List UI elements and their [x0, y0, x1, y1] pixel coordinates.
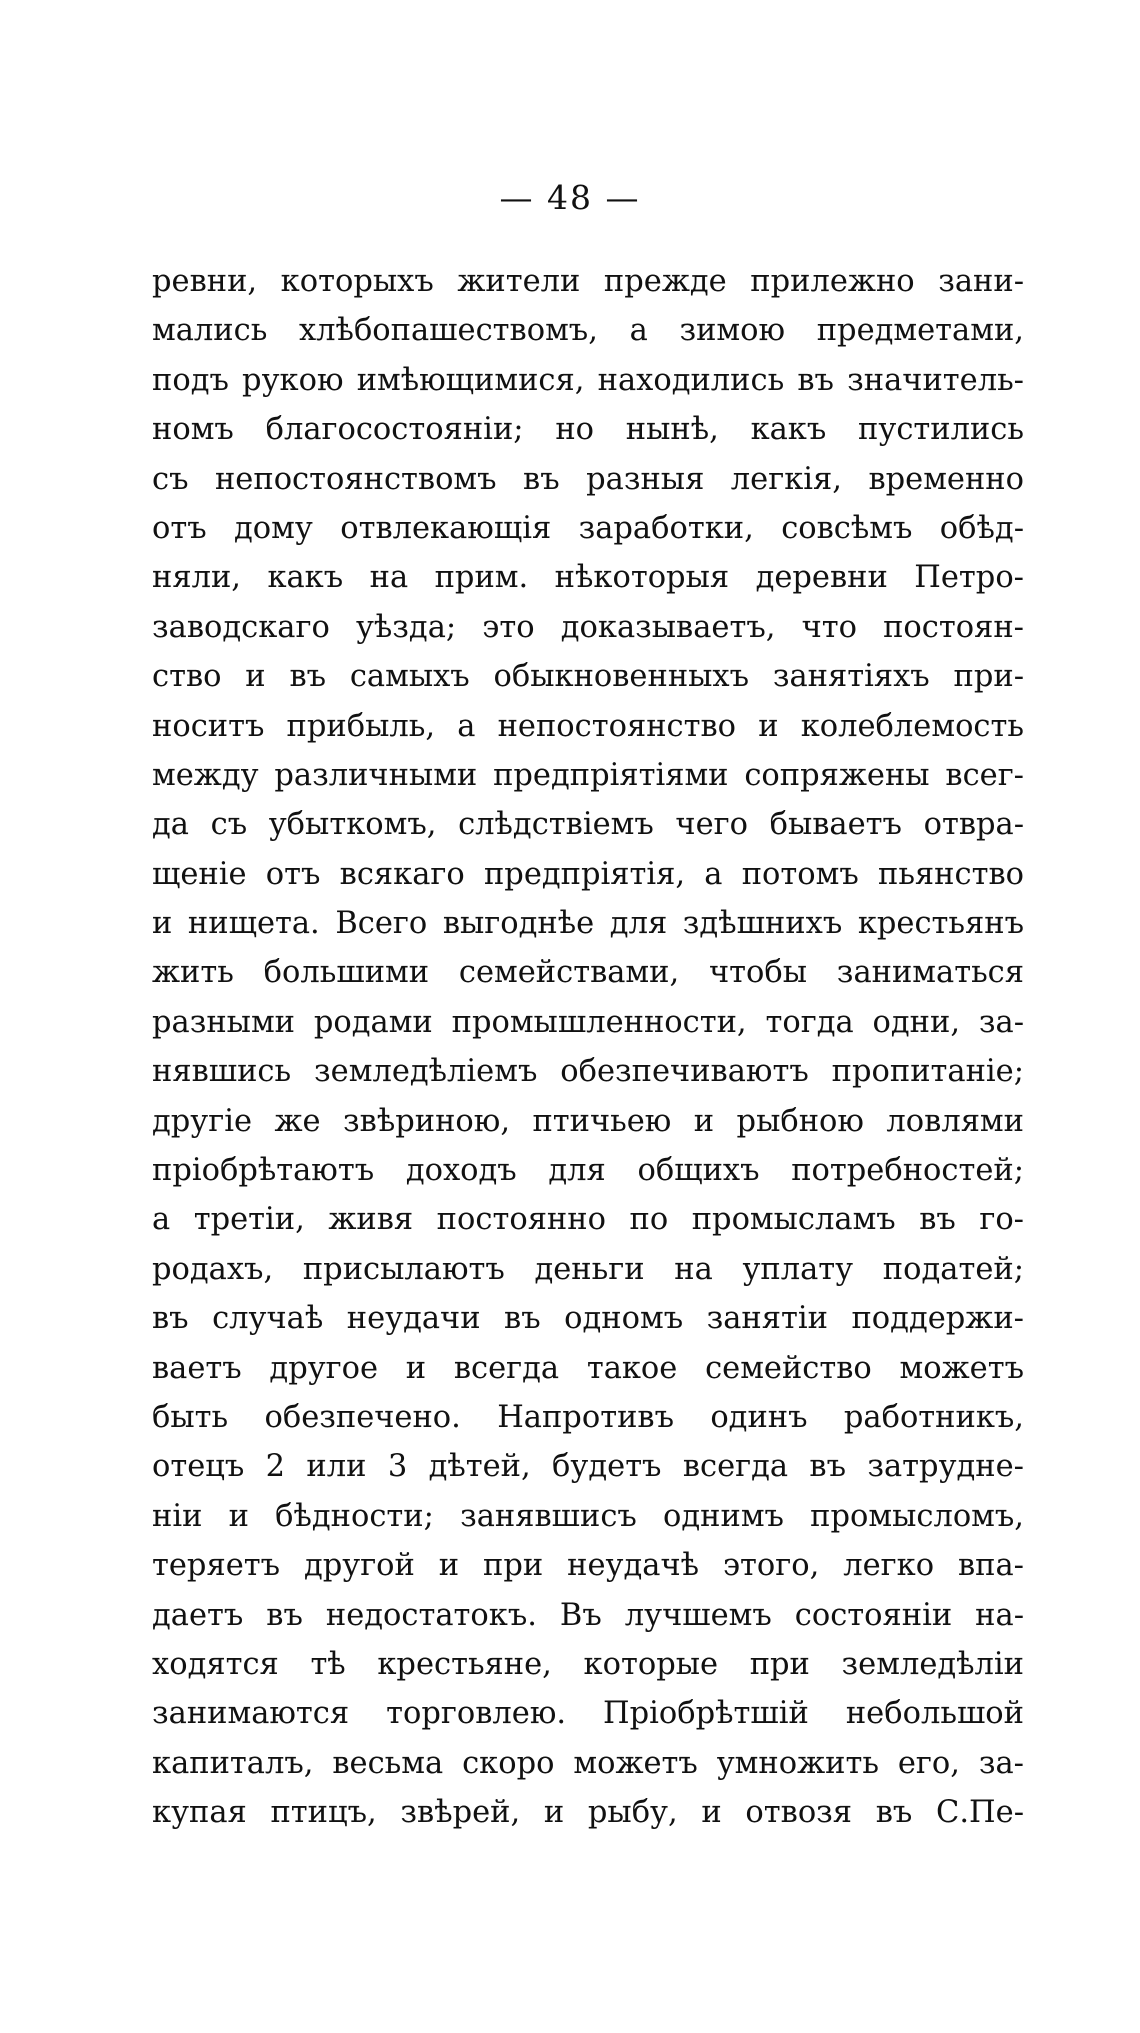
text-line: заводскаго уѣзда; это доказываетъ, что постоян- [152, 609, 1024, 645]
page-number: — 48 — [499, 178, 641, 217]
text-line: няли, какъ на прим. нѣкоторыя деревни Петро- [152, 560, 1024, 596]
body-text [152, 257, 1024, 1838]
text-line: съ непостоянствомъ въ разныя легкія, временно [152, 461, 1024, 497]
text-line: отецъ 2 или 3 дѣтей, будетъ всегда въ затрудне- [152, 1449, 1024, 1485]
text-line: ніи и бѣдности; занявшисъ однимъ промысломъ, [152, 1498, 1024, 1534]
text-line: быть обезпечено. Напротивъ одинъ работникъ, [152, 1399, 1024, 1435]
text-line: нявшись земледѣліемъ обезпечиваютъ пропитаніе; [152, 1054, 1024, 1090]
text-line: теряетъ другой и при неудачѣ этого, легко впа- [152, 1548, 1024, 1584]
text-line: между различными предпріятіями сопряжены всег- [152, 757, 1024, 793]
text-line: купая птицъ, звѣрей, и рыбу, и отвозя въ С.Пе- [152, 1795, 1024, 1831]
text-line: даетъ въ недостатокъ. Въ лучшемъ состояніи на- [152, 1597, 1024, 1633]
text-line: отъ дому отвлекающія заработки, совсѣмъ обѣд- [152, 510, 1024, 546]
text-line: мались хлѣбопашествомъ, а зимою предметами, [152, 313, 1024, 349]
text-line: носитъ прибыль, а непостоянство и колеблемость [152, 708, 1024, 744]
text-line: ство и въ самыхъ обыкновенныхъ занятіяхъ при- [152, 659, 1024, 695]
text-line: и нищета. Всего выгоднѣе для здѣшнихъ крестьянъ [152, 906, 1024, 942]
text-line: капиталъ, весьма скоро можетъ умножить его, за- [152, 1745, 1024, 1781]
text-line: ходятся тѣ крестьяне, которые при земледѣліи [152, 1646, 1024, 1682]
text-line: въ случаѣ неудачи въ одномъ занятіи поддержи- [152, 1301, 1024, 1337]
text-line: пріобрѣтаютъ доходъ для общихъ потребностей; [152, 1153, 1024, 1189]
text-line: родахъ, присылаютъ деньги на уплату податей; [152, 1251, 1024, 1287]
text-line: щеніе отъ всякаго предпріятія, а потомъ пьянство [152, 856, 1024, 892]
text-line: да съ убыткомъ, слѣдствіемъ чего бываетъ отвра- [152, 807, 1024, 843]
text-line: другіе же звѣриною, птичьею и рыбною ловлями [152, 1103, 1024, 1139]
text-line: разными родами промышленности, тогда одни, за- [152, 1004, 1024, 1040]
text-line: подъ рукою имѣющимися, находились въ значитель- [152, 362, 1024, 398]
text-line: занимаются торговлею. Пріобрѣтшій небольшой [152, 1696, 1024, 1732]
text-line: а третіи, живя постоянно по промысламъ въ го- [152, 1202, 1024, 1238]
text-line: ревни, которыхъ жители прежде прилежно зани- [152, 264, 1024, 299]
text-line: номъ благосостояніи; но нынѣ, какъ пустились [152, 412, 1024, 448]
text-line: ваетъ другое и всегда такое семейство можетъ [152, 1350, 1024, 1386]
text-line: жить большими семействами, чтобы заниматься [152, 955, 1024, 991]
